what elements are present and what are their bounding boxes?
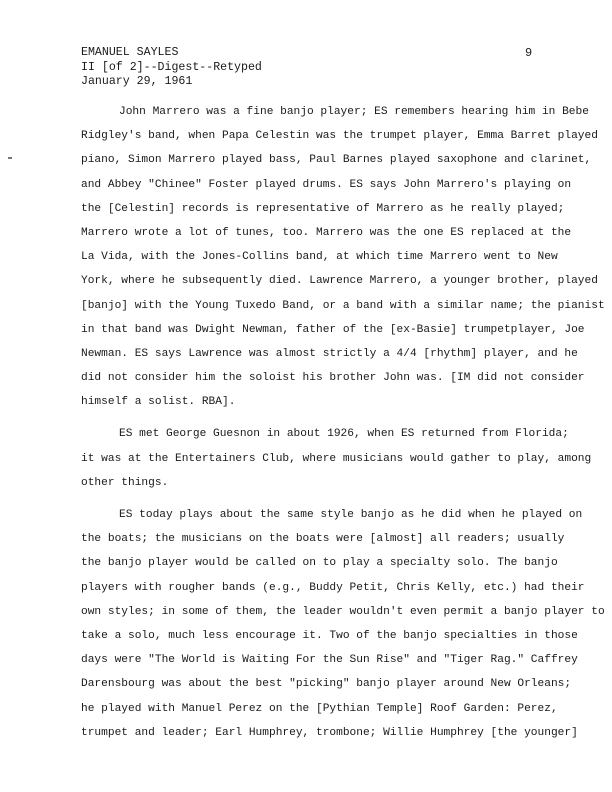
text-line: did not consider him the soloist his brother John was. [IM did not consider xyxy=(81,372,585,385)
reel-info: II [of 2]--Digest--Retyped xyxy=(81,60,262,74)
text-line: piano, Simon Marrero played bass, Paul Barnes played saxophone and clarinet, xyxy=(81,154,592,167)
text-line: Marrero wrote a lot of tunes, too. Marrero was the one ES replaced at the xyxy=(81,226,572,239)
text-line: it was at the Entertainers Club, where musicians would gather to play, among xyxy=(81,452,592,465)
text-line: La Vida, with the Jones-Collins band, at which time Marrero went to New xyxy=(81,251,558,264)
text-line: Newman. ES says Lawrence was almost strictly a 4/4 [rhythm] player, and he xyxy=(81,347,578,360)
text-line: trumpet and leader; Earl Humphrey, trombone; Willie Humphrey [the younger] xyxy=(81,726,578,739)
text-line: in that band was Dwight Newman, father of the [ex-Basie] trumpetplayer, Joe xyxy=(81,323,585,336)
text-line: other things. xyxy=(81,476,169,489)
paragraph-gap xyxy=(81,495,551,503)
text-line: ES today plays about the same style banjo as he did when he played on xyxy=(119,509,583,521)
text-line: and Abbey "Chinee" Foster played drums. ES says John Marrero's playing on xyxy=(81,178,572,191)
document-header xyxy=(81,46,262,90)
text-line: ES met George Guesnon in about 1926, when ES returned from Florida; xyxy=(119,428,569,441)
document-body xyxy=(81,100,605,745)
interview-date: January 29, 1961 xyxy=(81,75,193,88)
text-line: the banjo player would be called on to play a specialty solo. The banjo xyxy=(81,557,558,570)
text-line: York, where he subsequently died. Lawrence Marrero, a younger brother, played xyxy=(81,275,598,288)
text-line: [banjo] with the Young Tuxedo Band, or a band with a similar name; the pianist xyxy=(81,299,605,312)
text-line: Darensbourg was about the best "picking" banjo player around New Orleans; xyxy=(81,678,572,691)
text-line: himself a solist. RBA]. xyxy=(81,396,236,409)
text-line: Ridgley's band, when Papa Celestin was the trumpet player, Emma Barret played xyxy=(81,130,598,143)
page-number: 9 xyxy=(525,46,533,60)
paragraph-gap xyxy=(81,414,551,422)
text-line: the [Celestin] records is representative of Marrero as he really played; xyxy=(81,202,565,215)
text-line: take a solo, much less encourage it. Two of the banjo specialties in those xyxy=(81,629,578,642)
text-line: players with rougher bands (e.g., Buddy Petit, Chris Kelly, etc.) had their xyxy=(81,581,585,594)
scan-speck xyxy=(8,157,12,159)
text-line: own styles; in some of them, the leader wouldn't even permit a banjo player to xyxy=(81,605,605,618)
interviewee-name: EMANUEL SAYLES xyxy=(81,46,179,59)
text-line: he played with Manuel Perez on the [Pythian Temple] Roof Garden: Perez, xyxy=(81,702,558,715)
text-line: John Marrero was a fine banjo player; ES remembers hearing him in Bebe xyxy=(119,106,589,118)
text-line: days were "The World is Waiting For the Sun Rise" and "Tiger Rag." Caffrey xyxy=(81,654,578,667)
text-line: the boats; the musicians on the boats were [almost] all readers; usually xyxy=(81,533,565,546)
